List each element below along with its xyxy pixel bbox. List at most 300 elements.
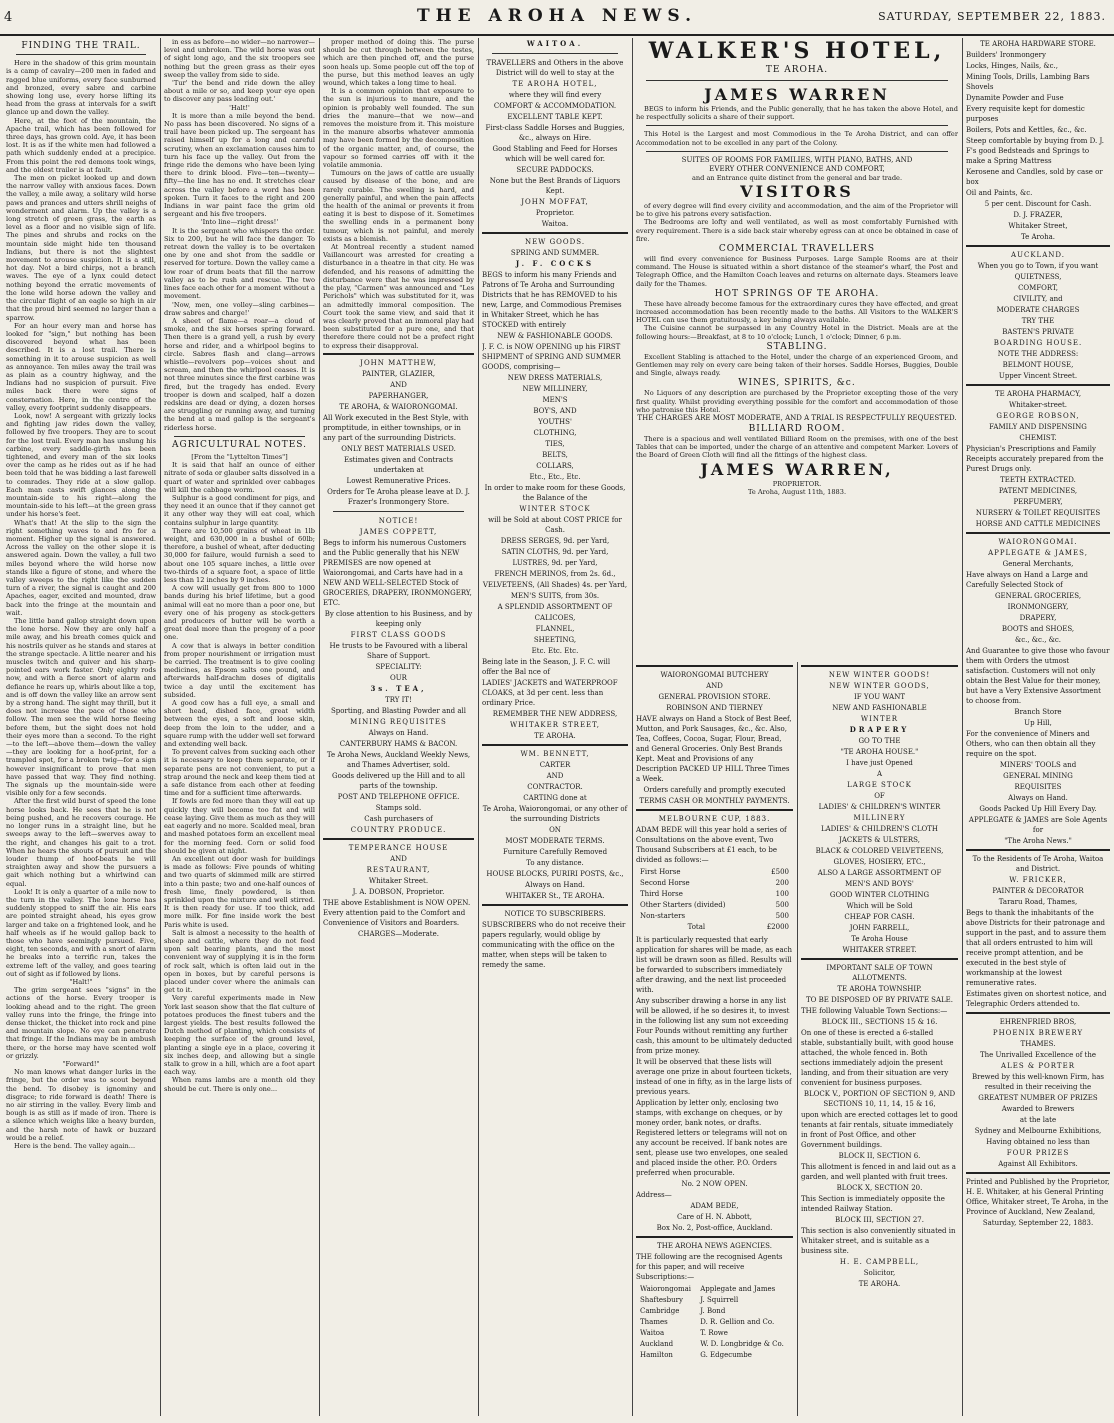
ad-line: BEGS to inform his many Friends and Patrons of Te Aroha and Surrounding Districts that he has REMOVED to his new, Large, and Commodious Premises in Whitaker Street, which he has STOCKED with entirely xyxy=(482,271,622,329)
ad-line: BLOCK III., SECTIONS 15 & 16. xyxy=(821,1018,938,1026)
advert-waitoa xyxy=(482,39,628,229)
ad-line: BASTEN'S PRIVATE xyxy=(1002,328,1074,336)
ad-line: PAINTER & DECORATOR xyxy=(992,887,1084,895)
prize-amount: 200 xyxy=(775,879,789,887)
ad-line: Branch Store xyxy=(1014,708,1062,716)
ad-line: Furniture Carefully Removed xyxy=(502,848,608,856)
ad-line: CLOTHING, xyxy=(533,429,577,437)
imprint-text: Printed and Published by the Proprietor, H. E. Whitaker, at his General Printing Office, Whitaker street, Te Aroha, in the Province of Auckland, New Zealand, xyxy=(966,1178,1110,1216)
divider xyxy=(646,80,948,81)
agent-name: G. Edgecumbe xyxy=(700,1351,752,1359)
ad-line: Box No. 2, Post-office, Auckland. xyxy=(656,1224,773,1232)
ad-line: SATIN CLOTHS, 9d. per Yard, xyxy=(501,548,609,556)
prize-label: Non-starters xyxy=(640,912,686,920)
ad-line: Application by letter only, enclosing two stamps, with exchange on cheques, or by money order, bank notes, or drafts. Registered letters or telegrams will not on any account be received. If bank notes are sent, please use two envelopes, one sealed and placed inside the other. P.O. Orders preferred when procurable. xyxy=(636,1099,788,1177)
ad-line: BOARDING HOUSE. xyxy=(993,339,1083,347)
ad-line: No Liquors of any description are purchased by the Proprietor excepting those of the very first quality. Whilst providing everything possible for the comfort and accommodation of those who patronise this Hotel. xyxy=(636,389,958,414)
column-3 xyxy=(323,38,474,1416)
masthead xyxy=(0,0,1114,36)
ad-line: General Merchants, xyxy=(1002,560,1074,568)
ad-line: SUITES OF ROOMS FOR FAMILIES, WITH PIANO, BATHS, AND xyxy=(681,155,913,164)
ad-line: ONLY BEST MATERIALS USED. xyxy=(341,444,456,453)
ad-line: The Unrivalled Excellence of the xyxy=(979,1051,1097,1059)
ad-line: For the convenience of Miners and Others, who can then obtain all they require on the spot. xyxy=(966,730,1096,758)
ad-line: WHITAKER STREET. xyxy=(842,946,917,954)
ad-line: And Guarantee to give those who favour them with Orders the utmost satisfaction. Customers will not only obtain the Best Value for their money, but have a Very Extensive Assortment to choose from. xyxy=(966,647,1110,705)
table-row xyxy=(638,1318,791,1327)
ad-name: WM. BENNETT, xyxy=(520,750,590,758)
ad-name: WALKER'S HOTEL, xyxy=(648,38,946,64)
article-paragraph: If fowls are fed more than they will eat up quickly they will become too fat and will cease laying. Give them as much as they will eat eagerly and no more. Scalded meal, bran and mashed potatoes form an excellent meal for the morning feed. Corn or solid food should be given at night. xyxy=(164,797,315,855)
advert-melbourne-cup xyxy=(636,814,793,1233)
prize-total: £2000 xyxy=(766,923,789,931)
ad-line: Being late in the Season, J. F. C. will offer the Bal nce of xyxy=(482,658,611,676)
ad-line: Goods delivered up the Hill and to all parts of the township. xyxy=(332,771,465,790)
ad-line: Kerosene and Candles, sold by case or box xyxy=(966,168,1103,186)
article-paragraph: A sheet of flame—a roar—a cloud of smoke, and the six horses spring forward. Then there is a grand yell, a rush by every horse and rider, and a whirlpool begins to circle. Sabres flash and clang—arrows whistle—revolvers pop—voices shout and scream, and then the whirlpool ceases. It is not three minutes since the first carbine was fired, but the tragedy has ended. Every trooper is down and scalped, half a dozen redskins are dead or dying, a dozen horses are struggling or running away, and turning the bend at a mad gallop is the sergeant's riderless horse. xyxy=(164,316,315,432)
prize-label: Second Horse xyxy=(640,879,690,887)
ad-line: QUIETNESS, xyxy=(1014,273,1062,281)
ad-line: FRENCH MERINOS, from 2s. 6d., xyxy=(494,570,616,578)
table-row xyxy=(638,1296,791,1305)
ad-line: WHITAKER STREET, xyxy=(509,721,601,729)
ad-line: MINERS' TOOLS and xyxy=(999,761,1077,769)
ad-line: JOHN FARRELL, xyxy=(849,924,910,932)
ad-name: IMPORTANT SALE OF TOWN ALLOTMENTS. xyxy=(826,964,933,982)
ad-name: J. F. COCKS xyxy=(515,259,595,268)
ad-line: NEW & FASHIONABLE GOODS. xyxy=(497,332,613,340)
agent-name: W. D. Longbridge & Co. xyxy=(700,1340,784,1348)
ad-line: Builders' Ironmongery xyxy=(966,51,1046,59)
ad-line: HOT SPRINGS OF TE AROHA. xyxy=(714,288,880,299)
ad-line: where they will find every xyxy=(508,91,602,99)
article-paragraph: Tumours on the jaws of cattle are usually caused by disease of the bone, and are rarely curable. The swelling is hard, and generally painful, and when the pain affects the health of the animal or prevents it from eating it is best to dispose of it. Sometimes the swelling ends in a permanent bony tumour, which is not painful, and merely exists as a blemish. xyxy=(323,169,474,243)
advert-applegate xyxy=(966,537,1110,846)
ad-line: CALICOES, xyxy=(534,614,576,622)
divider xyxy=(174,436,305,437)
article-paragraph: Very careful experiments made in New York last season show that the flat culture of potatoes produces the finest tubers and the largest yields. The best results followed the Dutch method of planting, which consists of keeping the surface of the ground level, planting a single eye in a place, covering it six inches deep, and allowing but a single stalk to grow in a hill, which are a foot apart each way. xyxy=(164,994,315,1077)
advert-james-coppett xyxy=(323,516,474,835)
article-heading-finding-the-trail: FINDING THE TRAIL. xyxy=(21,41,141,51)
ad-line: TE AROHA, & WAIORONGOMAI. xyxy=(339,402,458,411)
ad-line: These have already become famous for the extraordinary cures they have effected, and great increased accommodation has been recently made to the baths. All Visitors to the WALKER'S HOTEL can use them gratuitously, a key being always available. xyxy=(636,299,958,325)
ad-line: PERFUMERY, xyxy=(1013,498,1063,506)
ad-line: VISITORS xyxy=(740,182,854,202)
ad-line: SUBSCRIBERS who do not receive their papers regularly, would oblige by communicating with the office on the matter, when steps will be taken to remedy the same. xyxy=(482,921,626,969)
advert-butchery xyxy=(636,670,793,806)
table-row xyxy=(638,1329,791,1338)
column-rule xyxy=(962,38,963,1416)
ad-line: Whitaker-street. xyxy=(1008,401,1068,409)
article-paragraph: The grim sergeant sees "signs" in the actions of the horse. Every trooper is looking ahead and to the right. The green valley runs into the fringe, the fringe into dense thicket, the thicket into rock and pine and mountain slope. No eye can penetrate that fringe. If the Indians may be in ambush there, or the horse may have scented wolf or grizzly. xyxy=(6,986,156,1060)
agent-place: Thames xyxy=(640,1318,668,1326)
ad-line: of every degree will find every civility and accommodation, and the aim of the Proprietor will be to give his patrons every satisfaction. xyxy=(636,202,958,219)
ad-name: TE AROHA PHARMACY, xyxy=(994,390,1082,398)
ad-line: JAMES WARREN xyxy=(704,85,890,104)
ad-line: On one of these is erected a 6-stalled stable, substantially built, with good house attached, the whole fenced in. Both sections immediately adjoin the present landing, and from their situation are very convenient for business purposes. xyxy=(801,1029,954,1087)
ad-line: NOTE THE ADDRESS: xyxy=(997,350,1079,358)
ad-line: Te Aroha, August 11th, 1883. xyxy=(747,487,847,496)
column-5 xyxy=(636,662,793,1416)
ad-line: JAMES WARREN, xyxy=(700,459,894,479)
divider xyxy=(966,1012,1110,1014)
ad-line: Boilers, Pots and Kettles, &c., &c. xyxy=(966,126,1087,134)
table-row xyxy=(638,1340,791,1349)
ad-line: ADAM BEDE will this year hold a series of Consultations on the above event, Two Thousand Subscribers at £1 each, to be divided as follows:— xyxy=(636,826,787,864)
ad-line: POST AND TELEPHONE OFFICE. xyxy=(337,792,460,801)
ad-name: THE AROHA NEWS AGENCIES. xyxy=(657,1242,772,1250)
ad-line: There is a spacious and well ventilated Billiard Room on the premises, with one of the best Tables that can be imported, under the charge of an attentive and competent Marker. Lovers of the Board of Green Cloth will find all the fittings of the highest class. xyxy=(636,435,958,460)
ad-line: TE AROHA. xyxy=(858,1280,901,1288)
agent-name: D. R. Gellion and Co. xyxy=(700,1318,775,1326)
ad-line: at the late xyxy=(1019,1116,1057,1124)
ad-line: COMFORT, xyxy=(1018,284,1058,292)
ad-line: MILLINERY xyxy=(853,814,906,822)
ad-line: WINES, SPIRITS, &c. xyxy=(738,378,856,389)
ad-line: GEORGE ROBSON, xyxy=(996,412,1080,420)
ad-line: Have always on Hand a Large and Carefully Selected Stock of xyxy=(966,571,1088,589)
advert-notice-subscribers xyxy=(482,909,628,970)
ad-line: This section is also conveniently situated in Whitaker street, and is suitable as a business site. xyxy=(801,1227,956,1255)
ad-line: Te Aroha House xyxy=(851,935,908,943)
agent-place: Waitoa xyxy=(640,1329,665,1337)
ad-line: Physician's Prescriptions and Family Receipts accurately prepared from the Purest Drugs only. xyxy=(966,445,1104,473)
ad-line: By close attention to his Business, and by keeping only xyxy=(324,609,473,628)
ad-line: HOUSE BLOCKS, PURIRI POSTS, &c., xyxy=(486,870,624,878)
ad-line: FIRST CLASS GOODS xyxy=(350,630,447,639)
divider xyxy=(482,744,628,746)
table-row xyxy=(638,901,791,910)
ad-name: MELBOURNE CUP, 1883. xyxy=(658,815,771,823)
ad-line: Any subscriber drawing a horse in any list will be allowed, if he so desires it, to invest in the following list any sum not exceeding Four Pounds without remitting any further cash, this amount to be ultimately deducted from prize money. xyxy=(636,997,793,1055)
ad-line: BLOCK II, SECTION 6. xyxy=(838,1152,921,1160)
advert-town-allotments xyxy=(801,963,958,1289)
article-paragraph: Here is the bend. The valley again... xyxy=(14,1142,136,1151)
ad-line: AND xyxy=(390,854,407,863)
divider xyxy=(492,53,618,54)
table-row xyxy=(638,879,791,888)
ad-line: THE above Establishment is NOW OPEN. Every attention paid to the Comfort and Convenience of Visitors and Boarders. xyxy=(323,898,471,927)
ad-line: FLANNEL, xyxy=(535,625,575,633)
ad-line: Whitaker Street, xyxy=(1008,222,1068,230)
ad-line: THE following are the recognised Agents for this paper, and will receive Subscriptions:— xyxy=(636,1253,783,1281)
ad-line: JOHN MOFFAT, xyxy=(521,198,589,206)
ad-line: ROBINSON AND TIERNEY xyxy=(666,704,763,712)
ad-line: TEETH EXTRACTED. xyxy=(1000,476,1076,484)
article-paragraph: A cow that is always in better condition from proper nourishment or irrigation must be carried. The treatment is to give cooling medicines, as Epsom salts one pound, and afterwards half-drachm doses of digitalis twice a day until the excitement has subsided. xyxy=(164,641,315,699)
ad-line: OUR xyxy=(390,673,407,682)
ad-line: CHEAP FOR CASH. xyxy=(844,913,915,921)
ad-line: Begs to thank the inhabitants of the above Districts for their patronage and support in the past, and to assure them that all orders entrusted to him will receive prompt attention, and be executed in the best style of workmanship at the lowest remunerative rates. xyxy=(966,909,1107,987)
ad-line: MEN'S xyxy=(542,396,568,404)
ad-line: MINING REQUISITES xyxy=(350,717,447,726)
divider xyxy=(966,849,1110,851)
table-row xyxy=(638,1285,791,1294)
column-4 xyxy=(482,38,628,1416)
ad-line: BOY'S, AND xyxy=(533,407,577,415)
ad-line: ALSO A LARGE ASSORTMENT OF xyxy=(817,869,942,877)
article-paragraph: It is a common opinion that exposure to the sun is injurious to manure, and the opinion is probably well founded. The sun dries the manure—that we now—and removes the moisture from it. This moisture in the manure absorbs whatever ammonia may have been formed by the decomposition of the organic matter, and, of course, the vapour so formed carries off with it the volatile ammonia. xyxy=(323,87,474,170)
article-paragraph: in ess as before—no wider—no narrower—level and unbroken. The wild horse was out of sight long ago, and the six troopers see nothing but the green grass as their eyes sweep the valley from side to side. xyxy=(164,38,315,79)
ad-line: will be Sold at about COST PRICE for Cash. xyxy=(488,516,622,534)
advert-cocks xyxy=(482,237,628,741)
ad-name: NOTICE TO SUBSCRIBERS. xyxy=(504,910,606,918)
ad-line: H. E. CAMPBELL, xyxy=(839,1258,920,1266)
ad-line: SPECIALITY: xyxy=(375,662,422,671)
article-paragraph: 'Into line—right dress!' xyxy=(200,218,279,227)
ad-name: APPLEGATE & JAMES, xyxy=(988,549,1088,557)
ad-line: No. 2 NOW OPEN. xyxy=(681,1180,748,1188)
ad-line: BLOCK III, SECTION 27. xyxy=(834,1216,924,1224)
article-paragraph: A cow will usually get from 800 to 1000 bands during his brief lifetime, but a good animal will eat no more than a poor one, but every one of his progeny as stock-getters and producers of butter will be worth a great deal more than the progeny of a poor one. xyxy=(164,584,315,642)
ad-line: APPLEGATE & JAMES are Sole Agents for xyxy=(968,816,1108,834)
divider xyxy=(482,232,628,234)
table-row xyxy=(638,1307,791,1316)
article-paragraph: 'Now, men, one volley—sling carbines—draw sabres and charge!' xyxy=(164,300,315,317)
ad-line: A SPLENDID ASSORTMENT OF xyxy=(497,603,613,611)
ad-line: IF YOU WANT xyxy=(853,693,906,701)
ad-line: LADIES' & CHILDREN'S WINTER xyxy=(818,803,941,811)
ad-line: TRAVELLERS and Others in the above District will do well to stay at the xyxy=(486,59,624,77)
column-1 xyxy=(6,38,156,1416)
agent-place: Auckland xyxy=(640,1340,674,1348)
ad-line: REQUISITES xyxy=(1014,783,1062,791)
article-paragraph: At Montreal recently a student named Vaillancourt was arrested for creating a disturbance in a theatre in that city. He was defended, and his reasons of admitting the disturbance were that he was impressed by the play, "Carmen" was announced and "Les Perichols" which was substituted for it, was an admittedly immoral composition. The Court took the same view, and said that it was clearly proved that an immoral play had been substituted for a pure one, and that therefore there could not be a prefect right to express their disapproval. xyxy=(323,243,474,350)
ad-line: RESTAURANT, xyxy=(366,865,431,874)
ad-line: Sporting, and Blasting Powder and all xyxy=(331,706,466,715)
ad-line: NEW DRESS MATERIALS, xyxy=(507,374,603,382)
ad-line: Begs to inform his numerous Customers and the Public generally that his NEW PREMISES are now opened at Waiorongomai, and Carts have had in a NEW AND WELL-SELECTED Stock of GROCERIES, DRAPERY, IRONMONGERY, ETC. xyxy=(323,538,472,607)
divider xyxy=(646,151,948,152)
ad-name: PHOENIX BREWERY xyxy=(992,1029,1084,1037)
divider xyxy=(636,1236,793,1238)
agent-place: Hamilton xyxy=(640,1351,673,1359)
ad-line: BELMONT HOUSE, xyxy=(1002,361,1074,369)
advert-auckland xyxy=(966,250,1110,381)
ad-line: It will be observed that these lists will average one prize in about fourteen tickets, instead of one in fifty, as in the large lists of previous years. xyxy=(636,1058,792,1096)
ad-line: A xyxy=(876,770,883,778)
ad-line: upon which are erected cottages let to good tenants at fair rentals, situate immediately in front of Post Office, and other Government buildings. xyxy=(801,1111,958,1149)
ad-line: "The Aroha News." xyxy=(1004,837,1072,845)
ad-line: ALES & PORTER xyxy=(1001,1062,1075,1070)
issue-date: SATURDAY, SEPTEMBER 22, 1883. xyxy=(878,10,1106,23)
advert-agencies xyxy=(636,1241,793,1362)
ad-line: Always on Hand. xyxy=(1008,794,1068,802)
advert-te-aroha-house xyxy=(801,670,958,955)
ad-line: TO BE DISPOSED OF BY PRIVATE SALE. xyxy=(806,996,953,1004)
column-rule xyxy=(478,38,479,1416)
article-paragraph: There are 10,500 grains of wheat in 1lb weight, and 630,000 in a bushel of 60lb; therefore, a bushel of wheat, after deducting 30,000 for failure, would furnish a seed to about one 105 square inches, a little over two-thirds of a square foot, a space of little less than 12 inches by 9 inches. xyxy=(164,526,315,584)
divider xyxy=(636,665,793,667)
divider xyxy=(323,838,474,840)
column-rule xyxy=(797,662,798,1416)
article-paragraph: "Halt!" xyxy=(69,977,93,986)
ad-line: The Bedrooms are lofty and well ventilated, as well as most comfortably Furnished with every requirement. There is a side back stair whereby egress can at once be obtained in case of fire. xyxy=(636,218,958,243)
prize-amount: 500 xyxy=(775,901,789,909)
divider xyxy=(966,1172,1110,1174)
ad-line: FAMILY AND DISPENSING xyxy=(989,423,1087,431)
ad-line: I have just Opened xyxy=(846,759,913,767)
ad-line: EVERY OTHER CONVENIENCE AND COMFORT, xyxy=(709,164,885,173)
ad-line: OF xyxy=(874,792,885,800)
column-rule xyxy=(319,38,320,1416)
ad-line: Mining Tools, Drills, Lambing Bars Shovels xyxy=(966,73,1090,91)
ad-line: When you go to Town, if you want xyxy=(977,262,1099,270)
article-paragraph: What's that! At the slip to the sign the right something waves to and fro for a moment. Higher up the signal is answered. Across the valley on the other slope it is answered again. Down the valley, a full two miles beyond where the wild horse now stands like a figure of stone, and where the valley sweeps to the right like the sudden turn of a river, the signal is caught and 200 Apaches, eager, excited and mounted, draw back into the fringe at the mountain and wait. xyxy=(6,518,156,617)
agent-name: J. Squirrell xyxy=(700,1296,739,1304)
ad-line: THE CHARGES ARE MOST MODERATE, AND A TRIAL IS RESPECTFULLY REQUESTED. xyxy=(637,414,957,423)
article-paragraph: proper method of doing this. The purse should be cut through between the testes, which are then pinched off, and the purse soon heals up. Some people cut off the top of the purse, but this method leaves an ugly wound, which takes a long time to heal. xyxy=(323,38,474,88)
ad-line: Every requisite kept for domestic purposes xyxy=(966,105,1085,123)
ad-line: NEW MILLINERY, xyxy=(522,385,588,393)
ad-line: BLOCK V., PORTION OF SECTION 9, AND SECTIONS 10, 11, 14, 15 & 16, xyxy=(803,1090,956,1108)
ad-line: DRAPERY, xyxy=(1019,614,1057,622)
prize-table xyxy=(636,866,793,934)
ad-line: Whitaker Street. xyxy=(368,876,429,885)
advert-walkers-hotel xyxy=(636,38,958,658)
ad-line: It is particularly requested that early application for shares will be made, as each list will be drawn soon as filled. Results will be forwarded to subscribers immediately after drawing, and the next list proceeded with. xyxy=(636,936,793,994)
article-heading-agricultural-notes: AGRICULTURAL NOTES. xyxy=(172,439,307,450)
ad-line: Up Hill, xyxy=(1024,719,1052,727)
ad-line: CARTING done at xyxy=(523,794,587,802)
advert-john-matthew xyxy=(323,358,474,507)
ad-line: J. A. DOBSON, Proprietor. xyxy=(352,887,445,896)
ad-line: NEW WINTER GOODS, xyxy=(829,682,930,690)
ad-line: Always on Hand. xyxy=(368,728,429,737)
ad-line: This allotment is fenced in and laid out as a garden, and well planted with fruit trees. xyxy=(801,1163,956,1181)
ad-line: SHEETING, xyxy=(533,636,577,644)
ad-line: and an Entrance quite distinct from the general and bar trade. xyxy=(691,173,903,182)
ad-line: Excellent Stabling is attached to the Hotel, under the charge of an experienced Groom, and Gentlemen may rely on every care being taken of their horses. Saddle Horses, Buggies, Double and Single, always ready. xyxy=(636,352,958,378)
ad-line: ADAM BEDE, xyxy=(690,1202,739,1210)
ad-line: COMMERCIAL TRAVELLERS xyxy=(718,244,876,255)
agent-name: J. Bond xyxy=(700,1307,726,1315)
ad-line: BLOCK X, SECTION 20. xyxy=(836,1184,923,1192)
ad-line: Upper Vincent Street. xyxy=(998,372,1078,380)
ad-line: MOST MODERATE TERMS. xyxy=(505,837,605,845)
column-6 xyxy=(801,662,958,1416)
article-paragraph: The little band gallop straight down upon the lone horse. Now they are only half a mile away, and his breath comes quick and his nostrils quiver as he stands and stares at the strange spectacle. A little nearer and his muscles twitch and quiver and his sharp-pointed ears work faster. Only eighty rods now, and with a fierce snort of alarm and defiance he rears up, whirls about like a top, and is off down the valley like an arrow sent by a strong hand. The sight may thrill, but it does not increase the pace of those who follow. The men see the wild horse fleeing before them, but the sight does not hold their eyes more than a second. To the right—to the left—above them—down the valley—they are looking for a hoof-print, for a trampled spot, for a broken twig—for a sign however insignificant to prove that men have passed that way. They find nothing. The signals up the mountain-side were visible only for a few seconds. xyxy=(6,617,156,798)
ad-line: Cash purchasers of xyxy=(364,814,433,823)
ad-line: DRESS SERGES, 9d. per Yard, xyxy=(500,537,610,545)
divider xyxy=(16,54,146,55)
imprint xyxy=(966,1177,1110,1228)
article-paragraph: It is said that half an ounce of either nitrate of soda or glauber salts dissolved in a quart of water and sprinkled over cabbages will kill the cabbage worm. xyxy=(164,461,315,494)
divider xyxy=(636,809,793,811)
prize-amount: £500 xyxy=(771,868,789,876)
article-paragraph: Here in the shadow of this grim mountain is a camp of cavalry—200 men in faded and ragged blue uniforms, every face sunburned and bronzed, every sabre and carbine showing long use, every horse lifting its head from the grass at intervals for a swift glance up and down the valley. xyxy=(6,59,156,117)
ad-line: COMFORT & ACCOMMODATION. xyxy=(493,102,617,110)
advert-hardware xyxy=(966,39,1110,242)
table-row xyxy=(638,1351,791,1360)
ad-line: Solicitor, xyxy=(863,1269,896,1277)
ad-line: Sydney and Melbourne Exhibitions, xyxy=(974,1127,1102,1135)
article-paragraph: An excellent out door wash for buildings is made as follows: Five pounds of whiting and two quarts of skimmed milk are stirred into a thin paste; two and one-half ounces of fresh lime, finely powdered, is then sprinkled upon the mixture and well stirred. It is then ready for use. If too thick, add more milk. For fine inside work the best Paris white is used. xyxy=(164,854,315,929)
article-paragraph: Salt is almost a necessity to the health of sheep and cattle, where they do not feed upon salt bearing plants, and the most convenient way of supplying it is in the form of rock salt, which is often laid out in the open in boxes, but by careful persons is placed under cover where the animals can get to it. xyxy=(164,928,315,995)
ad-line: REMEMBER THE NEW ADDRESS, xyxy=(492,710,618,718)
ad-line: SECURE PADDOCKS. xyxy=(516,166,594,174)
ad-line: YOUTHS' xyxy=(538,418,572,426)
ad-line: BILLIARD ROOM. xyxy=(748,424,846,435)
prize-label: Other Starters (divided) xyxy=(640,901,726,909)
ad-line: GREATEST NUMBER OF PRIZES xyxy=(978,1094,1098,1102)
ad-line: TRY THE xyxy=(1021,317,1055,325)
ad-line: LARGE STOCK xyxy=(847,781,912,789)
ad-line: GOOD WINTER CLOTHING xyxy=(829,891,930,899)
divider xyxy=(646,125,948,126)
ad-name: JOHN MATTHEW, xyxy=(360,358,437,367)
ad-line: COLLARS, xyxy=(536,462,574,470)
ad-line: WAIORONGOMAI. xyxy=(998,538,1078,546)
ad-line: J. F. C. is NOW OPENING up his FIRST SHIPMENT of SPRING AND SUMMER GOODS, comprising— xyxy=(482,343,621,371)
ad-line: EXCELLENT TABLE KEPT. xyxy=(507,113,603,121)
ad-line: Care of H. N. Abbott, xyxy=(676,1213,753,1221)
ad-line: Dynamite Powder and Fuse xyxy=(966,94,1064,102)
ad-line: Estimates given and Contracts undertaken at xyxy=(343,455,453,474)
advert-pharmacy xyxy=(966,389,1110,529)
ad-line: LUSTRES, 9d. per Yard, xyxy=(512,559,598,567)
ad-name: TEMPERANCE HOUSE xyxy=(348,843,449,852)
ad-line: MODERATE CHARGES xyxy=(996,306,1080,314)
ad-line: NEW WINTER GOODS! xyxy=(828,671,931,679)
ad-line: Estimates given on shortest notice, and Telegraphic Orders attended to. xyxy=(966,990,1107,1008)
ad-line: GLOVES, HOSIERY, ETC., xyxy=(833,858,926,866)
ad-line: GO TO THE xyxy=(858,737,901,745)
ad-line: MEN'S AND BOYS' xyxy=(845,880,914,888)
ad-line: MEN'S SUITS, from 30s. xyxy=(510,592,600,600)
advert-bennett xyxy=(482,749,628,901)
ad-line: will find every convenience for Business Purposes. Large Sample Rooms are at their command. The House is situated within a short distance of the steamer's wharf, the Post and Telegraph Office, and the Hamilton Coach leaves and returns on alternate days. Steamers leave daily for the Thames. xyxy=(636,255,958,288)
divider xyxy=(333,511,464,512)
advert-fricker xyxy=(966,854,1110,1009)
ad-line: LADIES' & CHILDREN'S CLOTH xyxy=(820,825,939,833)
ad-line: AND xyxy=(390,380,407,389)
ad-line: NEW AND FASHIONABLE xyxy=(832,704,927,712)
agent-place: Waiorongomai xyxy=(640,1285,692,1293)
article-paragraph: It is the sergeant who whispers the order. Six to 200, but he will face the danger. To retreat down the valley is to be overtaken one by one and shot from the saddle or reserved for torture. Down the valley came a low roar of drum beats that fill the narrow valley as to be rush and rescue. The two lines face each other for a moment without a movement. xyxy=(164,226,315,301)
ad-line: Te Aroha. xyxy=(1020,233,1055,241)
ad-line: WINTER xyxy=(860,715,899,723)
divider xyxy=(966,384,1110,386)
column-7 xyxy=(966,38,1110,1416)
ad-line: D. J. FRAZER, xyxy=(1013,211,1063,219)
ad-line: CHEMIST. xyxy=(1019,434,1057,442)
article-paragraph: To prevent calves from sucking each other it is necessary to keep them separate, or if separate pens are not convenient, to put a strap around the neck and keep them tied at a safe distance from each other at feeding time and for a sufficient time afterwards. xyxy=(164,748,315,798)
ad-line: JACKETS & ULSTERS, xyxy=(839,836,920,844)
ad-line: First-class Saddle Horses and Buggies, &c., always on Hire. xyxy=(485,124,625,142)
column-rule xyxy=(632,38,633,1416)
article-paragraph: Here, at the foot of the mountain, the Apache trail, which has been followed for three days, has grown cold. Aye, it has been lost. It is as if the white men had followed a path which suddenly ended at a precipice. From this point the red demons took wings, and the oldest trailer is at fault. xyxy=(6,116,156,174)
ad-line: Te Aroha, Waiorongomai, or any other of the surrounding Districts xyxy=(482,805,628,823)
ad-line: TRY IT! xyxy=(385,695,412,704)
ad-line: This Section is immediately opposite the intended Railway Station. xyxy=(801,1195,945,1213)
page-number: 4 xyxy=(4,10,13,25)
ad-line: BELTS, xyxy=(542,451,568,459)
article-paragraph: No man knows what danger lurks in the fringe, but the order was to scout beyond the bend. To disobey is ignominy and disgrace; to ride forward is death! There is no air stirring in the valley. Every limb and bough is as still as if made of iron. There is a silence which weighs like a heavy burden, and the harsh note of hawk or buzzard would be a relief. xyxy=(6,1068,156,1142)
prize-label: Third Horse xyxy=(640,890,683,898)
ad-name: AUCKLAND. xyxy=(1011,251,1065,259)
ad-line: To any distance. xyxy=(526,859,584,867)
ad-line: Always on Hand. xyxy=(525,881,585,889)
ad-line: Etc. Etc. Etc. xyxy=(531,647,579,655)
ad-line: LADIES' JACKETS and WATERPROOF CLOAKS, at 3d per cent. less than ordinary Price. xyxy=(482,679,618,707)
ad-line: Which will be Sold xyxy=(846,902,913,910)
ad-line: HAVE always on Hand a Stock of Best Beef, Mutton, and Pork Sausages, &c., &c. Also, Tea, Coffees, Cocoa, Sugar, Flour, Bread, and General Groceries. Only Best Brands Kept. Meat and Provisions of any Description PACKED UP HILL Three Times a Week. xyxy=(636,715,792,783)
column-2 xyxy=(164,38,315,1416)
ad-line: BLACK & COLORED VELVETEENS, xyxy=(815,847,944,855)
ad-line: CARTER xyxy=(539,761,571,769)
ad-line: CANTERBURY HAMS & BACON. xyxy=(339,739,458,748)
